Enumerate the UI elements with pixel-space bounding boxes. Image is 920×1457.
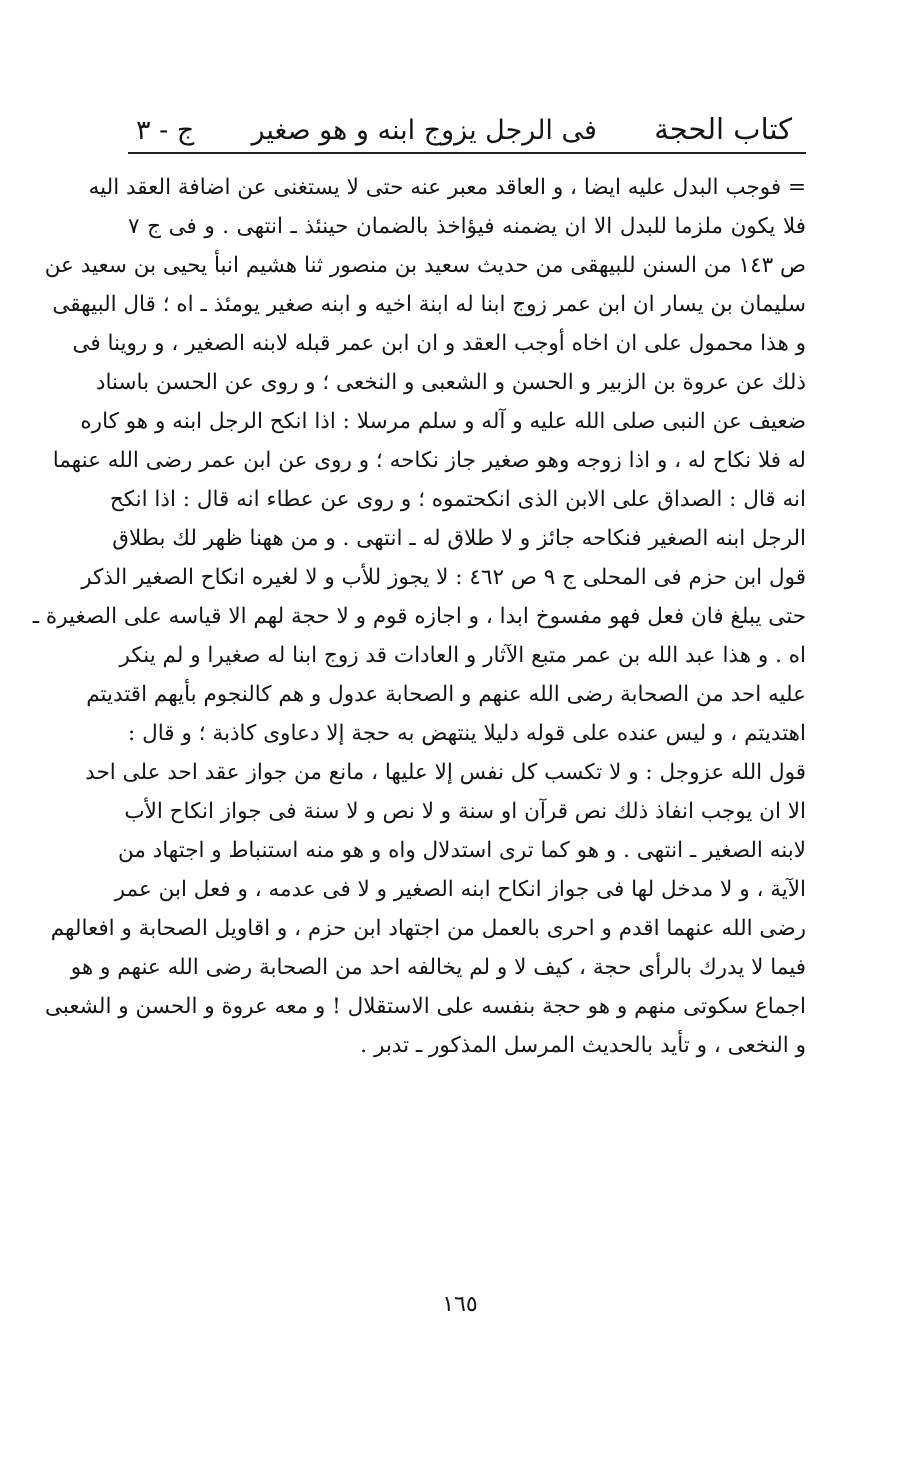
text-line: حتى يبلغ فان فعل فهو مفسوخ ابدا ، و اجازه قوم و لا حجة لهم الا قياسه على الصغيرة ـ [32,604,806,629]
text-line: سليمان بن يسار ان ابن عمر زوج ابنا له ابنة اخيه و ابنه صغير يومئذ ـ اه ؛ قال البيهقى [52,292,806,317]
text-line: رضى الله عنهما اقدم و احرى بالعمل من اجتهاد ابن حزم ، و اقاويل الصحابة و افعالهم [50,916,806,941]
text-line: له فلا نكاح له ، و اذا زوجه وهو صغير جاز نكاحه ؛ و روى عن ابن عمر رضى الله عنهما [52,448,806,473]
text-line: فلا يكون ملزما للبدل الا ان يضمنه فيؤاخذ بالضمان حينئذ ـ انتهى . و فى ج ٧ [128,214,806,239]
text-line: عليه احد من الصحابة رضى الله عنهم و الصحابة عدول و هم كالنجوم بأيهم اقتديتم [86,682,806,707]
text-line: ص ١٤٣ من السنن للبيهقى من حديث سعيد بن منصور ثنا هشيم انبأ يحيى بن سعيد عن [44,253,806,278]
text-line: انه قال : الصداق على الابن الذى انكحتموه ؛ و روى عن عطاء انه قال : اذا انكح [109,487,806,512]
text-line: الا ان يوجب انفاذ ذلك نص قرآن او سنة و لا نص و لا سنة فى جواز انكاح الأب [124,799,806,824]
text-line: اه . و هذا عبد الله بن عمر متبع الآثار و العادات قد زوج ابنا له صغيرا و لم ينكر [119,643,806,668]
chapter-title: فى الرجل يزوج ابنه و هو صغير [251,115,597,146]
text-line: الآية ، و لا مدخل لها فى جواز انكاح ابنه الصغير و لا فى عدمه ، و فعل ابن عمر [114,877,806,902]
running-header [128,92,792,146]
volume-number: ج - ٣ [136,115,195,146]
book-title: كتاب الحجة [654,112,792,146]
text-line: و النخعى ، و تأيد بالحديث المرسل المذكور ـ تدبر . [360,1033,806,1058]
text-line: ضعيف عن النبى صلى الله عليه و آله و سلم مرسلا : اذا انكح الرجل ابنه و هو كاره [80,409,806,434]
text-line: و هذا محمول على ان اخاه أوجب العقد و ان ابن عمر قبله لابنه الصغير ، و روينا فى [72,331,806,356]
text-line: = فوجب البدل عليه ايضا ، و العاقد معبر عنه حتى لا يستغنى عن اضافة العقد اليه [88,175,806,200]
text-line: قول ابن حزم فى المحلى ج ٩ ص ٤٦٢ : لا يجوز للأب و لا لغيره انكاح الصغير الذكر [81,565,806,590]
header-rule [128,152,806,154]
text-line: قول الله عزوجل : و لا تكسب كل نفس إلا عليها ، مانع من جواز عقد احد على احد [85,760,806,785]
text-line: اهتديتم ، و ليس عنده على قوله دليلا ينتهض به حجة إلا دعاوى كاذبة ؛ و قال : [128,721,806,746]
text-line: ذلك عن عروة بن الزبير و الحسن و الشعبى و النخعى ؛ و روى عن الحسن باسناد [95,370,806,395]
body-text [32,168,806,1065]
page-number: ١٦٥ [442,1292,478,1317]
text-line: اجماع سكوتى منهم و هو حجة بنفسه على الاستقلال ! و معه عروة و الحسن و الشعبى [44,994,806,1019]
text-line: الرجل ابنه الصغير فنكاحه جائز و لا طلاق له ـ انتهى . و من ههنا ظهر لك بطلاق [112,526,806,551]
text-line: لابنه الصغير ـ انتهى . و هو كما ترى استدلال واه و هو منه استنباط و اجتهاد من [117,838,806,863]
text-line: فيما لا يدرك بالرأى حجة ، كيف لا و لم يخالفه احد من الصحابة رضى الله عنهم و هو [70,955,806,980]
